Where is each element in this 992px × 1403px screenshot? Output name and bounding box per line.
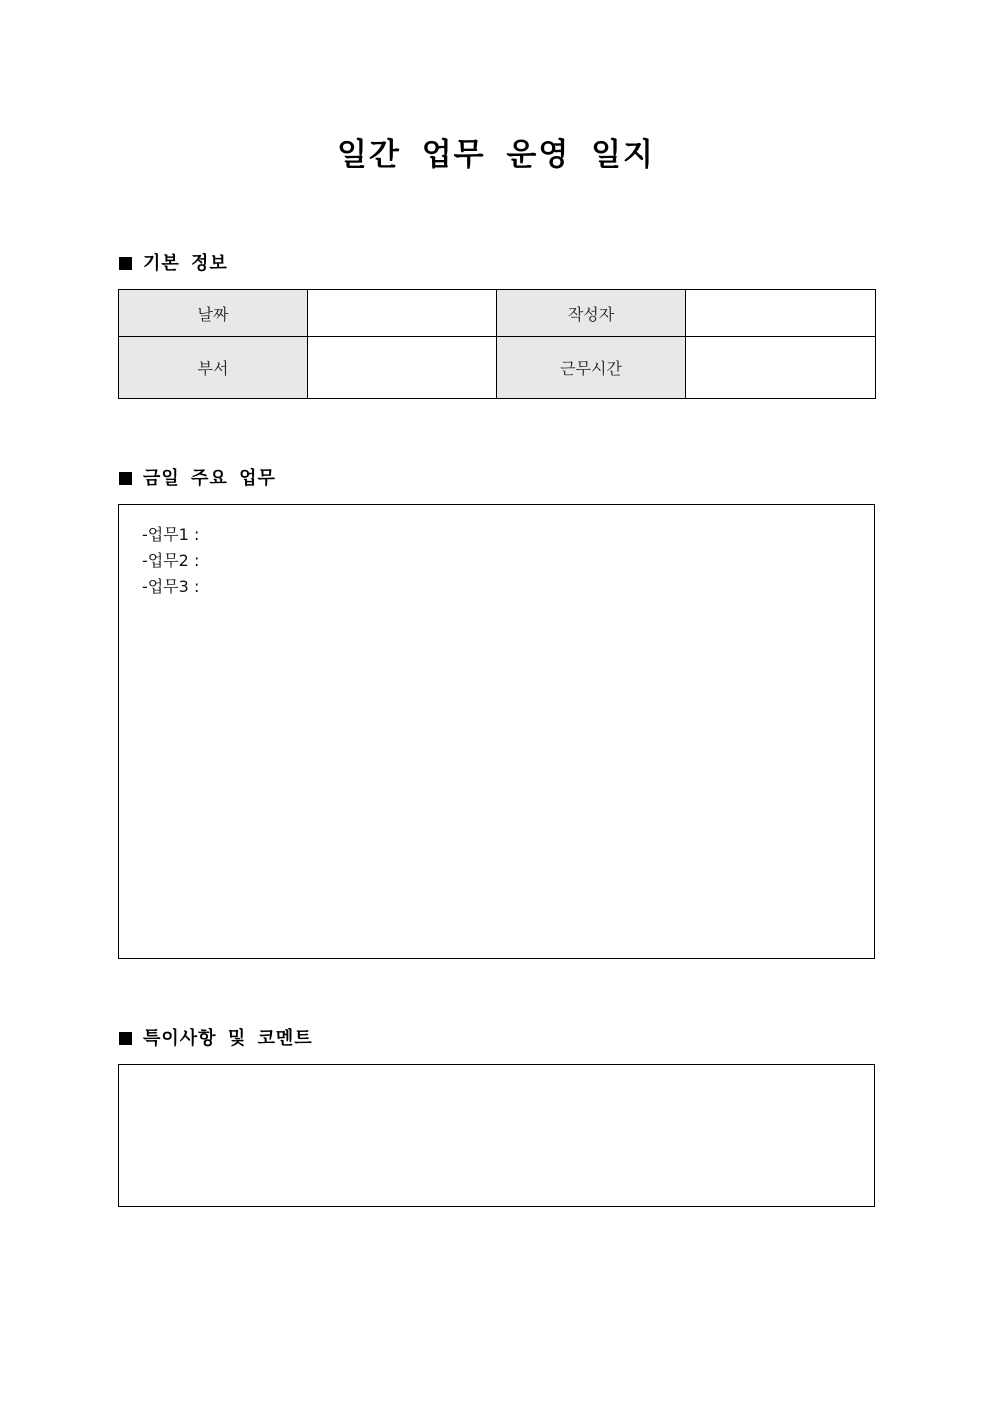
section-heading-label: 금일 주요 업무 <box>143 468 276 489</box>
page-title: 일간 업무 운영 일지 <box>337 137 655 173</box>
department-field[interactable] <box>308 337 497 399</box>
section-heading-notes <box>119 1027 313 1051</box>
author-label: 작성자 <box>497 290 686 337</box>
square-bullet-icon <box>119 1032 132 1045</box>
table-row <box>119 290 876 337</box>
main-tasks-box[interactable] <box>118 504 875 959</box>
notes-box[interactable] <box>118 1064 875 1207</box>
date-field[interactable] <box>308 290 497 337</box>
task-item-1: -업무1 : <box>142 525 200 544</box>
square-bullet-icon <box>119 257 132 270</box>
date-label: 날짜 <box>119 290 308 337</box>
section-heading-basic-info <box>119 252 228 276</box>
task-item-2: -업무2 : <box>142 551 200 570</box>
department-label: 부서 <box>119 337 308 399</box>
section-heading-label: 기본 정보 <box>143 253 228 274</box>
square-bullet-icon <box>119 472 132 485</box>
work-hours-label: 근무시간 <box>497 337 686 399</box>
task-item-3: -업무3 : <box>142 577 200 596</box>
table-row <box>119 337 876 399</box>
work-hours-field[interactable] <box>686 337 876 399</box>
section-heading-main-tasks <box>119 467 276 491</box>
section-heading-label: 특이사항 및 코멘트 <box>143 1028 313 1049</box>
basic-info-table <box>118 289 876 399</box>
author-field[interactable] <box>686 290 876 337</box>
task-list <box>119 505 874 600</box>
